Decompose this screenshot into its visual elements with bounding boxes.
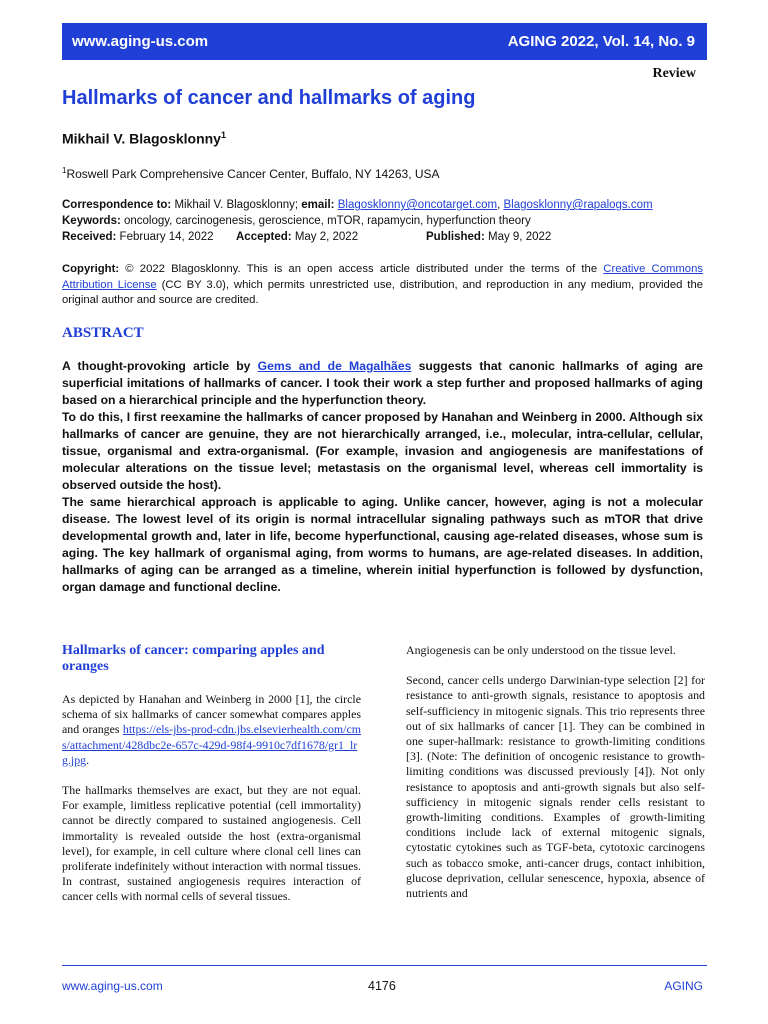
keywords-label: Keywords: xyxy=(62,215,121,227)
correspondence-line xyxy=(62,199,653,211)
abstract-p1-pre: A thought-provoking article by xyxy=(62,359,251,373)
abstract-paragraph-2: To do this, I first reexamine the hallmarks of cancer proposed by Hanahan and Weinberg in 2000. Although six hallmarks of cancer are genuine, they are not hierarchically arranged, i.e., molecular, intra-cellular, cellular, tissue, organismal and extra-organismal. (For example, invasion and angiogenesis are manifestations of molecular alterations on the tissue level; metastasis on the organismal level, whereas cell immortality is observed outside the host). xyxy=(62,410,703,492)
accepted-value: May 2, 2022 xyxy=(294,231,359,243)
keywords-line xyxy=(62,215,531,227)
copyright-label: Copyright: xyxy=(62,263,120,275)
copyright-text-post: (CC BY 3.0), which permits unrestricted use, distribution, and reproduction in any medium, provided the original author and source are credited. xyxy=(62,278,704,306)
left-column xyxy=(62,643,361,920)
gems-reference-link[interactable]: Gems and de Magalhães xyxy=(257,359,412,373)
footer-site-link[interactable]: www.aging-us.com xyxy=(62,979,163,993)
footer-journal: AGING xyxy=(664,979,703,993)
abstract-body xyxy=(62,358,703,596)
page-number: 4176 xyxy=(368,979,396,993)
received-date xyxy=(62,231,214,243)
received-label: Received: xyxy=(62,231,117,243)
accepted-date xyxy=(236,231,358,243)
section-heading: Hallmarks of cancer: comparing apples and oranges xyxy=(62,643,325,674)
accepted-label: Accepted: xyxy=(236,231,292,243)
journal-header-bar xyxy=(62,23,707,60)
email-label: email: xyxy=(301,199,335,211)
email-link-2[interactable]: Blagosklonny@rapalogs.com xyxy=(503,199,653,211)
correspondence-label: Correspondence to: xyxy=(62,199,172,211)
left-paragraph-1 xyxy=(62,692,361,768)
author-name: Mikhail V. Blagosklonny xyxy=(62,130,221,147)
published-value: May 9, 2022 xyxy=(487,231,552,243)
left-p1-post: . xyxy=(86,752,90,767)
abstract-paragraph-3: The same hierarchical approach is applicable to aging. Unlike cancer, however, aging is not a molecular disease. The lowest level of its origin is normal intracellular signaling pathways such as mTOR that drive developmental growth and, later in life, become hyperfunctional, causing age-related diseases, whose sum is aging. The key hallmark of organismal aging, from worms to humans, are age-related diseases. In addition, hallmarks of aging can be arranged as a timeline, wherein initial hyperfunction is followed by dysfunction, organ damage and functional decline. xyxy=(62,495,703,594)
copyright-text-pre: © 2022 Blagosklonny. This is an open access article distributed under the terms of the xyxy=(125,263,598,275)
article-title: Hallmarks of cancer and hallmarks of aging xyxy=(62,87,476,109)
footer-divider xyxy=(62,965,707,966)
abstract-heading: ABSTRACT xyxy=(62,325,144,341)
author-affiliation-mark: 1 xyxy=(220,130,226,140)
right-paragraph-2: Second, cancer cells undergo Darwinian-type selection [2] for resistance to anti-growth signals, resistance to apoptosis and self-sufficiency in mitogenic signals. This trio represents three out of six hallmarks of cancer [1]. They can be combined in one super-hallmark: resistance to growth-limiting conditions [3]. (Note: The definition of oncogenic resistance to growth-limiting conditions was discussed previously [4]). Not only resistance to apoptosis and anti-growth signals but also self-sufficiency in mitogenic signals render cells resistant to growth-limiting conditions. Examples of growth-limiting conditions include lack of external mitogenic signals, cytostatic cytokines such as TGF-beta, cytotoxic carcinogens such as tobacco smoke, anti-cancer drugs, contact inhibition, glucose deprivation, cellular senescence, hypoxia, absence of nutrients and xyxy=(406,673,705,901)
published-date xyxy=(426,231,551,243)
received-value: February 14, 2022 xyxy=(119,231,214,243)
article-type: Review xyxy=(652,66,696,81)
left-p1-pre: As depicted by Hanahan and Weinberg in 2000 [1], the circle schema of six hallmarks of cancer somewhat compares apples and oranges xyxy=(62,692,361,737)
affiliation-mark: 1 xyxy=(62,166,67,175)
keywords-text: oncology, carcinogenesis, geroscience, mTOR, rapamycin, hyperfunction theory xyxy=(124,215,531,227)
abstract-paragraph-1 xyxy=(62,358,703,409)
copyright-notice xyxy=(62,262,703,309)
cc-license-link[interactable]: Creative Commons Attribution License xyxy=(62,263,704,291)
published-label: Published: xyxy=(426,231,485,243)
email-separator: , xyxy=(497,199,501,211)
correspondence-name: Mikhail V. Blagosklonny; xyxy=(174,199,299,211)
author-line xyxy=(62,130,226,147)
figure-url-link[interactable]: https://els-jbs-prod-cdn.jbs.elsevierhealth.com/cms/attachment/428dbc2e-657c-429d-98f4-9910c7df1678/gr1_lrg.jpg xyxy=(62,722,361,767)
email-link-1[interactable]: Blagosklonny@oncotarget.com xyxy=(337,199,498,211)
abstract-p1-post: suggests that canonic hallmarks of aging are superficial imitations of hallmarks of cancer. I took their work a step further and proposed hallmarks of aging based on a hierarchical principle and the hyperfunction theory. xyxy=(62,359,703,407)
right-paragraph-1: Angiogenesis can be only understood on the tissue level. xyxy=(406,643,676,657)
right-column xyxy=(406,643,705,916)
affiliation xyxy=(62,166,440,181)
header-site-link[interactable]: www.aging-us.com xyxy=(72,33,209,50)
affiliation-text: Roswell Park Comprehensive Cancer Center, Buffalo, NY 14263, USA xyxy=(66,167,440,181)
left-paragraph-2: The hallmarks themselves are exact, but they are not equal. For example, limitless replicative potential (cell immortality) cannot be directly compared to sustained angiogenesis. Cell immortality is revealed outside the host (extra-organismal level), for example, in cell culture where clonal cell lines can proliferate indefinitely without interaction with normal tissues. In contrast, sustained angiogenesis requires interaction of cancer cells with normal cells of several tissues. xyxy=(62,783,361,904)
header-journal-issue: AGING 2022, Vol. 14, No. 9 xyxy=(507,33,695,50)
